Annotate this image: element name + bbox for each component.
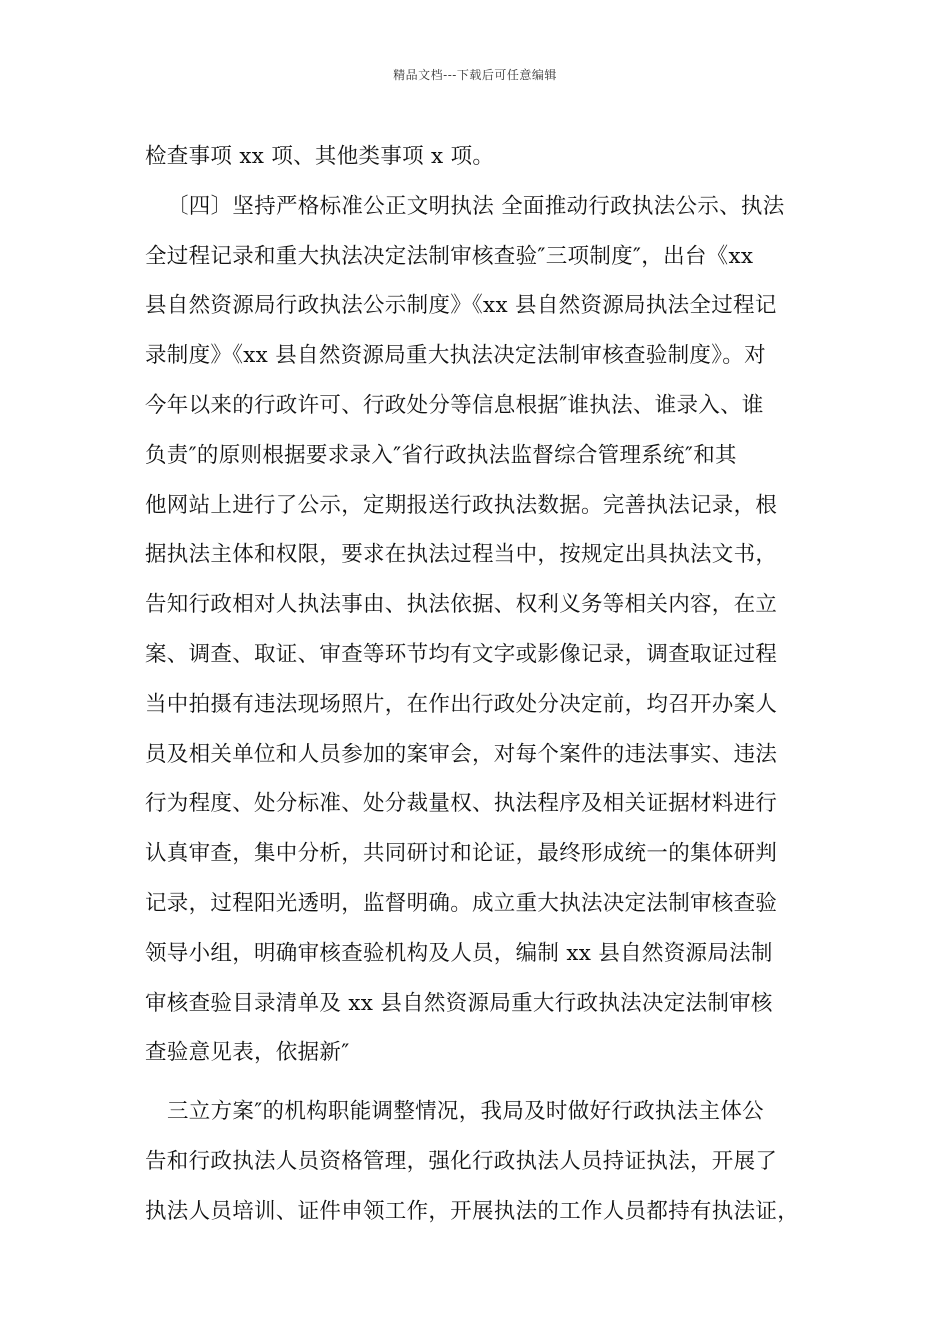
- text-line: 三立方案″的机构职能调整情况，我局及时做好行政执法主体公: [167, 1099, 764, 1125]
- text-line: 检查事项 xx 项、其他类事项 x 项。: [145, 144, 495, 169]
- text-line: 据执法主体和权限，要求在执法过程当中，按规定出具执法文书，: [145, 542, 778, 568]
- text-line: 县自然资源局行政执法公示制度》《xx 县自然资源局执法全过程记: [145, 293, 777, 319]
- page-header: 精品文档---下载后可任意编辑: [393, 68, 557, 82]
- text-line: 记录，过程阳光透明，监督明确。成立重大执法决定法制审核查验: [145, 890, 778, 916]
- text-line: 领导小组，明确审核查验机构及人员，编制 xx 县自然资源局法制: [145, 940, 773, 966]
- text-line: 审核查验目录清单及 xx 县自然资源局重大行政执法决定法制审核: [145, 990, 773, 1016]
- text-line: 认真审查，集中分析，共同研讨和论证，最终形成统一的集体研判: [145, 841, 778, 867]
- text-line: 查验意见表，依据新″: [145, 1040, 350, 1066]
- text-line: 今年以来的行政许可、行政处分等信息根据″谁执法、谁录入、谁: [145, 392, 764, 418]
- text-line: 案、调查、取证、审查等环节均有文字或影像记录，调查取证过程: [145, 641, 778, 667]
- text-line: 行为程度、处分标准、处分裁量权、执法程序及相关证据材料进行: [145, 791, 778, 817]
- text-line: 告和行政执法人员资格管理，强化行政执法人员持证执法，开展了: [145, 1148, 778, 1174]
- text-line: 他网站上进行了公示，定期报送行政执法数据。完善执法记录，根: [145, 492, 778, 518]
- text-line: 录制度》《xx 县自然资源局重大执法决定法制审核查验制度》。对: [145, 343, 766, 369]
- text-line: 〔四〕坚持严格标准公正文明执法 全面推动行政执法公示、执法: [167, 193, 785, 219]
- text-line: 负责″的原则根据要求录入″省行政执法监督综合管理系统″和其: [145, 442, 737, 468]
- text-line: 员及相关单位和人员参加的案审会，对每个案件的违法事实、违法: [145, 741, 778, 767]
- text-line: 当中拍摄有违法现场照片，在作出行政处分决定前，均召开办案人: [145, 691, 778, 717]
- text-line: 全过程记录和重大执法决定法制审核查验″三项制度″，出台《xx: [145, 243, 754, 269]
- text-line: 告知行政相对人执法事由、执法依据、权利义务等相关内容，在立: [145, 592, 778, 618]
- document-body: [145, 132, 810, 1237]
- text-line: 执法人员培训、证件申领工作，开展执法的工作人员都持有执法证，: [145, 1198, 800, 1224]
